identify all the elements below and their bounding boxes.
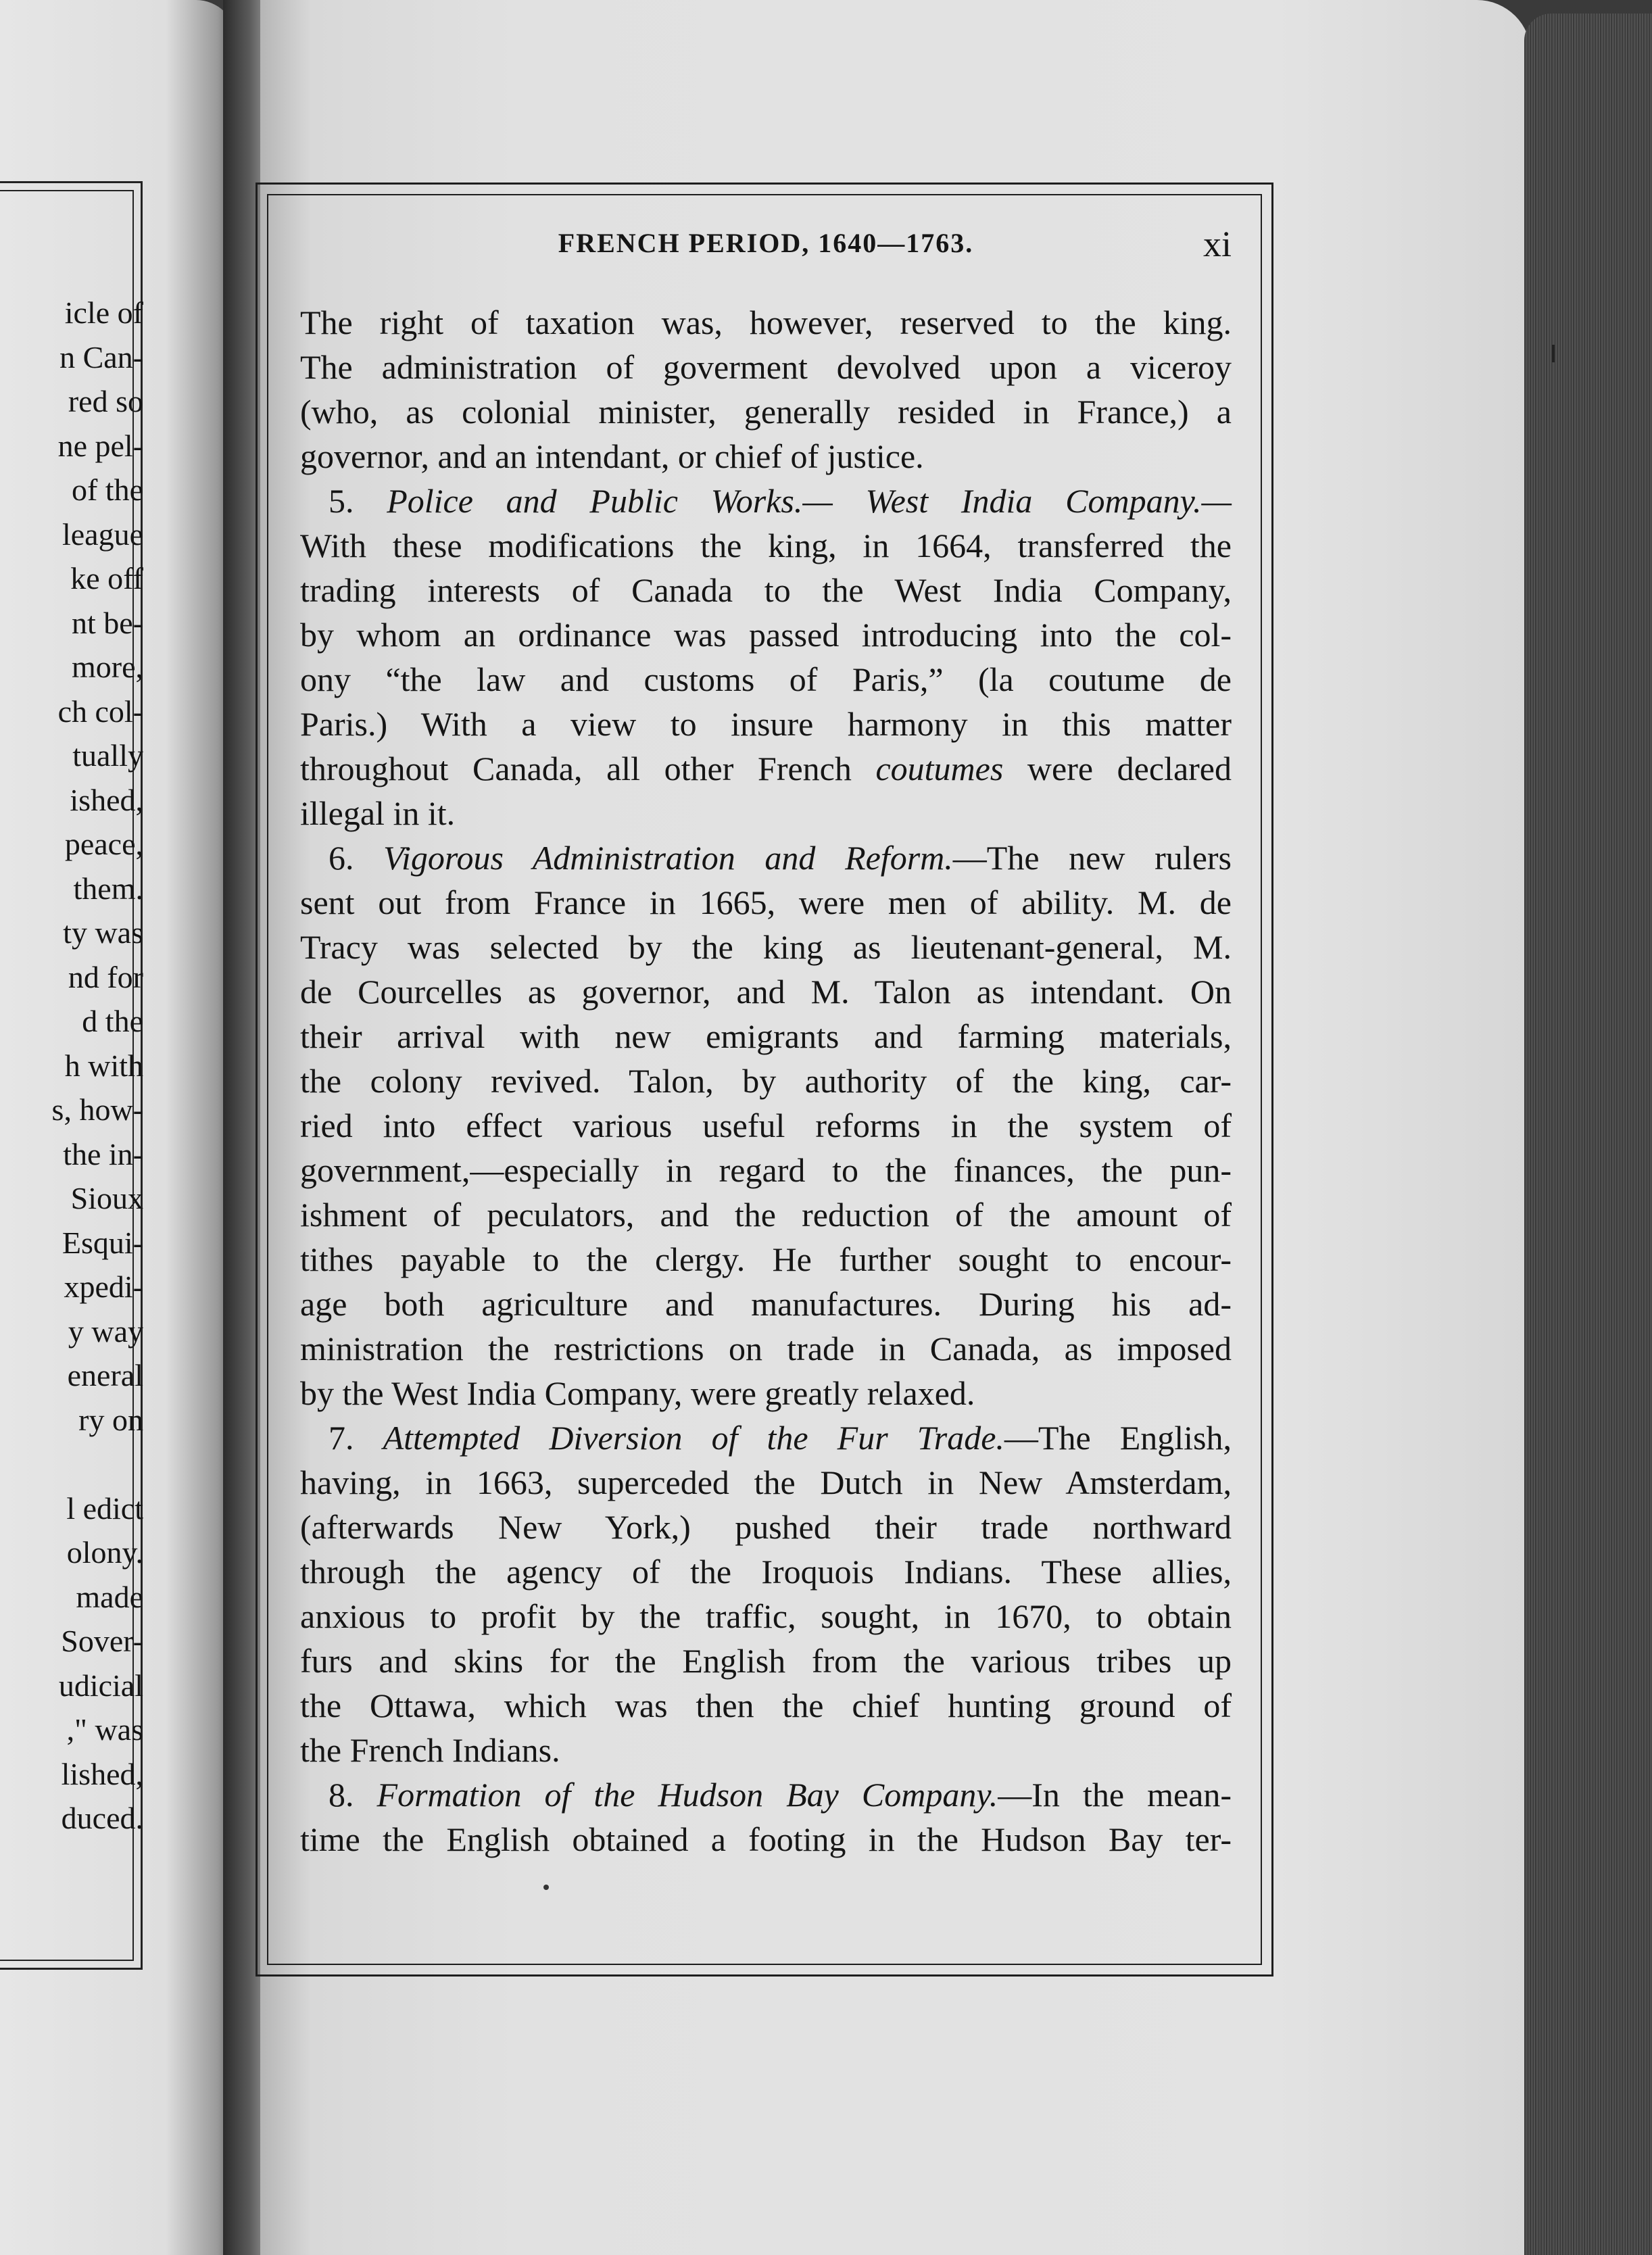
left-page-line: of the <box>71 472 143 507</box>
text-line: 6. Vigorous Administration and Reform.—The new rulers <box>329 839 1232 877</box>
text-line: the Ottawa, which was then the chief hunting ground of <box>300 1687 1232 1724</box>
text-line: ministration the restrictions on trade in Canada, as imposed <box>300 1330 1232 1367</box>
left-page-line: ry on <box>78 1402 143 1437</box>
text-line: tithes payable to the clergy. He further sought to encour- <box>300 1240 1232 1278</box>
left-page-line: icle of <box>64 295 143 330</box>
text-line: age both agriculture and manufactures. During his ad- <box>300 1285 1232 1323</box>
page-edges <box>1524 14 1652 2255</box>
left-page-line: peace, <box>64 827 143 861</box>
left-page-line: eneral <box>67 1358 143 1392</box>
left-page-line: duced. <box>61 1801 143 1835</box>
left-page-line: the in- <box>63 1136 143 1171</box>
left-page-line: olony. <box>66 1535 143 1570</box>
text-line: having, in 1663, superceded the Dutch in New Amsterdam, <box>300 1463 1232 1501</box>
left-page-line: nt be- <box>71 605 143 640</box>
ink-dot <box>543 1885 549 1890</box>
text-line: illegal in it. <box>300 794 456 832</box>
text-line: ony “the law and customs of Paris,” (la coutume de <box>300 660 1232 698</box>
body-text <box>300 300 1232 1862</box>
text-line: Tracy was selected by the king as lieutenant-general, M. <box>300 928 1232 966</box>
left-page-line: ch col- <box>57 694 143 729</box>
text-line: governor, and an intendant, or chief of justice. <box>300 437 924 475</box>
text-line: through the agency of the Iroquois Indians. These allies, <box>300 1553 1232 1591</box>
text-line: ried into effect various useful reforms in the system of <box>300 1107 1232 1144</box>
text-line: their arrival with new emigrants and farming materials, <box>300 1017 1232 1055</box>
text-line: 5. Police and Public Works.— West India Company.— <box>329 482 1232 520</box>
text-line: time the English obtained a footing in the Hudson Bay ter- <box>300 1820 1232 1858</box>
page-number: xi <box>1202 224 1232 264</box>
text-line: (who, as colonial minister, generally resided in France,) a <box>300 393 1232 431</box>
text-line: trading interests of Canada to the West India Company, <box>300 571 1232 609</box>
running-title: FRENCH PERIOD, 1640—1763. <box>558 228 974 258</box>
text-line: Paris.) With a view to insure harmony in this matter <box>300 705 1232 743</box>
left-page-line: ne pel- <box>57 428 143 463</box>
text-line: anxious to profit by the traffic, sought, in 1670, to obtain <box>300 1597 1232 1635</box>
left-page-line: h with <box>64 1048 143 1083</box>
left-page-line: d the <box>82 1004 143 1038</box>
text-line: The administration of goverment devolved upon a viceroy <box>300 348 1232 386</box>
running-head <box>300 224 1232 281</box>
text-line: the French Indians. <box>300 1731 560 1769</box>
text-line: 7. Attempted Diversion of the Fur Trade.—The English, <box>329 1419 1232 1457</box>
left-page-line: xpedi- <box>64 1269 143 1304</box>
text-line: furs and skins for the English from the various tribes up <box>300 1642 1232 1680</box>
text-line: 8. Formation of the Hudson Bay Company.—In the mean- <box>329 1776 1232 1814</box>
left-page-line: tually <box>72 738 143 773</box>
left-page-line: n Can- <box>59 339 143 374</box>
text-line: by the West India Company, were greatly relaxed. <box>300 1374 975 1412</box>
left-page-line <box>52 1442 143 1486</box>
edge-mark <box>1552 345 1555 362</box>
left-page-line: league <box>62 516 143 552</box>
left-page-line: ," was <box>66 1712 143 1747</box>
left-page-line: Esqui- <box>62 1225 143 1260</box>
left-page-line: them. <box>73 871 143 906</box>
left-page-line: Sioux <box>70 1181 143 1215</box>
left-page-line: y way <box>68 1313 143 1349</box>
text-line: sent out from France in 1665, were men of ability. M. de <box>300 883 1232 921</box>
text-line: government,—especially in regard to the finances, the pun- <box>300 1151 1232 1189</box>
left-page-line: lished, <box>61 1756 143 1791</box>
left-page-line: ke off <box>70 561 143 596</box>
left-page-line: made <box>76 1579 143 1614</box>
text-line: With these modifications the king, in 1664, transferred the <box>300 527 1232 564</box>
text-line: by whom an ordinance was passed introducing into the col- <box>300 616 1232 654</box>
text-line: The right of taxation was, however, reserved to the king. <box>300 304 1232 341</box>
left-page-text-fragments <box>52 291 143 1841</box>
left-page-line: l edict <box>66 1490 143 1526</box>
left-page-line: ty was <box>63 915 143 950</box>
left-page-line: ished, <box>70 782 143 817</box>
text-line: the colony revived. Talon, by authority of the king, car- <box>300 1062 1232 1100</box>
left-page-line: udicial <box>58 1668 143 1703</box>
left-page-line: red so <box>68 384 143 418</box>
left-page-line: nd for <box>68 959 143 994</box>
left-page-line: more, <box>71 650 143 684</box>
text-line: (afterwards New York,) pushed their trade northward <box>300 1508 1232 1546</box>
left-facing-page <box>0 0 237 2255</box>
text-line: ishment of peculators, and the reduction of the amount of <box>300 1196 1232 1234</box>
left-page-line: Sover- <box>61 1624 143 1658</box>
left-page-line: s, how- <box>51 1092 143 1127</box>
text-line: throughout Canada, all other French coutumes were declared <box>300 750 1232 787</box>
text-line: de Courcelles as governor, and M. Talon as intendant. On <box>300 973 1232 1011</box>
